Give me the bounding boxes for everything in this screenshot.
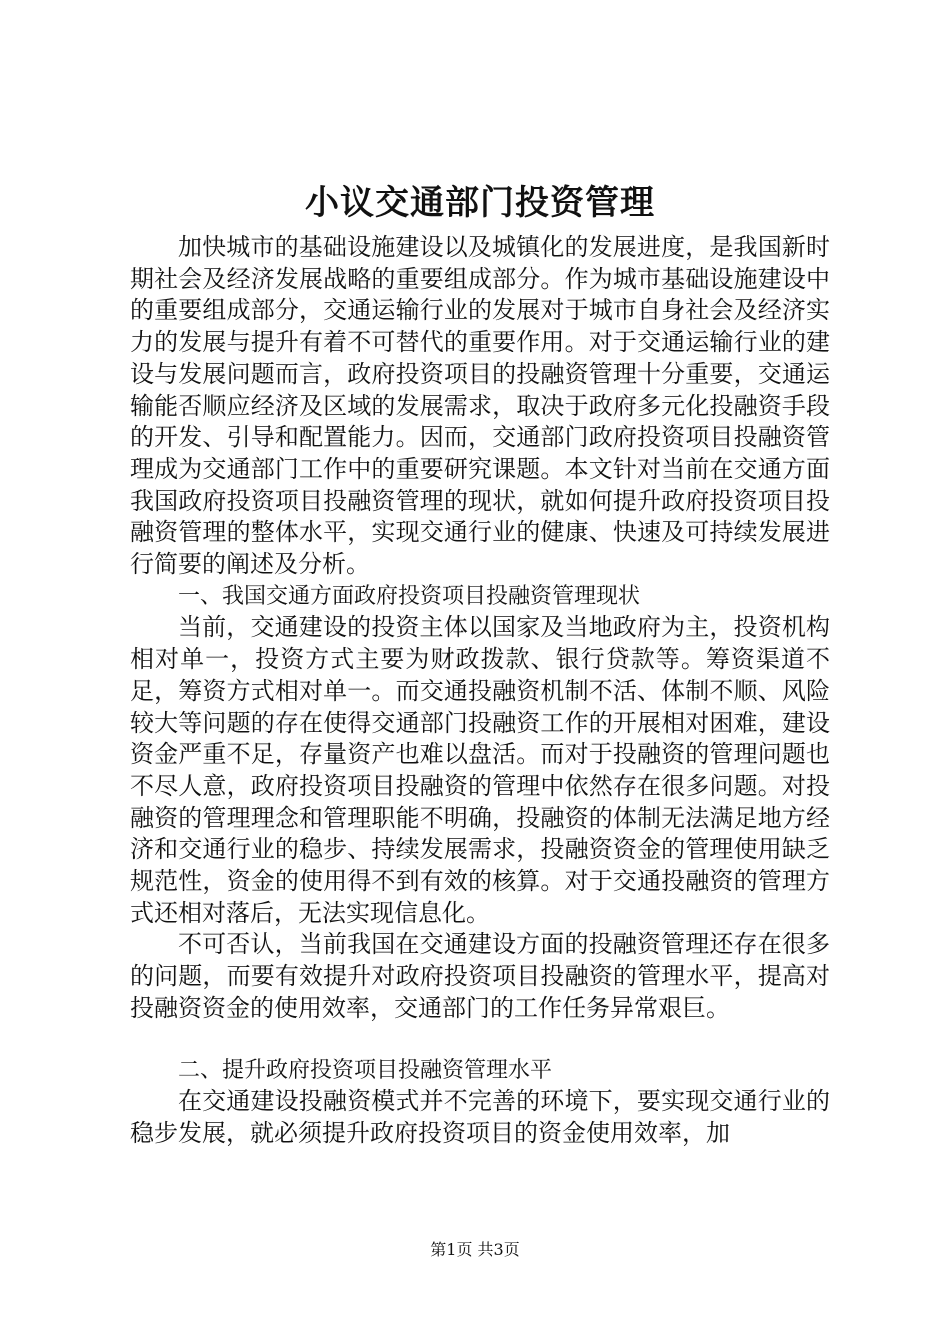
page-footer: 第1页 共3页: [430, 1240, 520, 1259]
document-title: 小议交通部门投资管理: [305, 183, 655, 223]
section-2-paragraph-1: 在交通建设投融资模式并不完善的环境下，要实现交通行业的稳步发展，就必须提升政府投资项目的资金使用效率，加: [130, 1087, 830, 1147]
section-1-paragraph-1: 当前，交通建设的投资主体以国家及当地政府为主，投资机构相对单一，投资方式主要为财政拨款、银行贷款等。筹资渠道不足，筹资方式相对单一。而交通投融资机制不活、体制不顺、风险较大等问题的存在使得交通部门投融资工作的开展相对困难，建设资金严重不足，存量资产也难以盘活。而对于投融资的管理问题也不尽人意，政府投资项目投融资的管理中依然存在很多问题。对投融资的管理理念和管理职能不明确，投融资的体制无法满足地方经济和交通行业的稳步、持续发展需求，投融资资金的管理使用缺乏规范性，资金的使用得不到有效的核算。对于交通投融资的管理方式还相对落后，无法实现信息化。: [130, 613, 830, 927]
section-heading-2: 二、提升政府投资项目投融资管理水平: [178, 1057, 553, 1083]
section-heading-1: 一、我国交通方面政府投资项目投融资管理现状: [178, 583, 641, 609]
document-page: [130, 180, 830, 1150]
paragraph-spacer: [130, 1025, 830, 1055]
intro-paragraph: 加快城市的基础设施建设以及城镇化的发展进度，是我国新时期社会及经济发展战略的重要组成部分。作为城市基础设施建设中的重要组成部分，交通运输行业的发展对于城市自身社会及经济实力的发展与提升有着不可替代的重要作用。对于交通运输行业的建设与发展问题而言，政府投资项目的投融资管理十分重要，交通运输能否顺应经济及区域的发展需求，取决于政府多元化投融资手段的开发、引导和配置能力。因而，交通部门政府投资项目投融资管理成为交通部门工作中的重要研究课题。本文针对当前在交通方面我国政府投资项目投融资管理的现状，就如何提升政府投资项目投融资管理的整体水平，实现交通行业的健康、快速及可持续发展进行简要的阐述及分析。: [130, 233, 830, 579]
section-1-paragraph-2: 不可否认，当前我国在交通建设方面的投融资管理还存在很多的问题，而要有效提升对政府投资项目投融资的管理水平，提高对投融资资金的使用效率，交通部门的工作任务异常艰巨。: [130, 930, 830, 1022]
